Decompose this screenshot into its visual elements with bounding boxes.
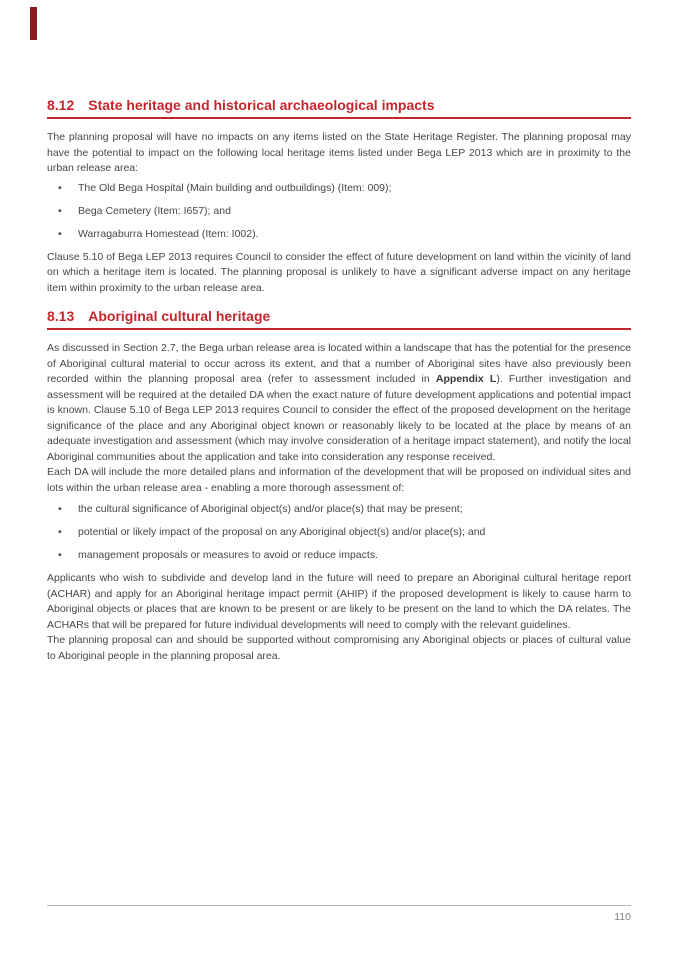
- bullet-text: The Old Bega Hospital (Main building and outbuildings) (Item: 009);: [78, 181, 392, 194]
- bullet-icon: •: [58, 549, 62, 561]
- bullet-icon: •: [58, 526, 62, 538]
- section-title: State heritage and historical archaeological impacts: [88, 97, 435, 113]
- section-number: 8.13: [47, 308, 75, 324]
- bullet-text: the cultural significance of Aboriginal object(s) and/or place(s) that may be present;: [78, 503, 463, 515]
- paragraph-813-4: The planning proposal can and should be supported without compromising any Aboriginal objects or places of cultural value to Aboriginal people in the planning proposal area.: [47, 634, 631, 662]
- list-item: [47, 181, 631, 197]
- bullet-text: Warragaburra Homestead (Item: I002).: [78, 227, 259, 240]
- list-item: [47, 204, 631, 220]
- bullet-icon: •: [58, 227, 62, 240]
- page-corner-mark: [30, 7, 37, 40]
- bullet-list-812: [47, 181, 631, 243]
- list-item: [47, 227, 631, 243]
- section-number: 8.12: [47, 97, 75, 113]
- bullet-text: potential or likely impact of the proposal on any Aboriginal object(s) and/or place(s); and: [78, 526, 486, 538]
- paragraph-813-3: Applicants who wish to subdivide and develop land in the future will need to prepare an Aboriginal cultural heritage report (ACHAR) and apply for an Aboriginal heritage impact permit (AHIP) if the proposed development is likely to cause harm to Aboriginal objects or places that are known to be present or are likely to be present on the land to which the DA relates. The ACHARs that will be prepared for future individual developments will need to comply with the relevant guidelines.: [47, 572, 631, 631]
- page-content: [47, 97, 631, 664]
- bullet-text: Bega Cemetery (Item: I657); and: [78, 204, 231, 217]
- bullet-icon: •: [58, 503, 62, 515]
- bullet-icon: •: [58, 181, 62, 194]
- paragraph-text: ). Further investigation and assessment will be required at the detailed DA when the exact nature of future development applications and potential impact is known. Clause 5.10 of Bega LEP 2013 requires Council to consider the effect of the proposed development on the heritage significance of the place and any Aboriginal object known or reasonably likely to be located at the place by means of an adequate investigation and assessment (which may involve consideration of a heritage impact statement), and notify the local Aboriginal communities about the application and take into consideration any response received.: [47, 373, 631, 463]
- list-item: [47, 502, 631, 518]
- bullet-list-813: [47, 502, 631, 564]
- section-heading-8-13: [47, 308, 631, 330]
- page-number: 110: [614, 911, 631, 923]
- paragraph-text: As discussed in Section 2.7, the Bega urban release area is located within a landscape that has the potential for the presence of Aboriginal cultural material to occur across its extent, and that a number of Aboriginal sites have also previously been recorded within the planning proposal area (refer to assessment included in: [47, 342, 631, 385]
- section-title: Aboriginal cultural heritage: [88, 308, 271, 324]
- appendix-reference: Appendix L: [435, 373, 497, 385]
- paragraph-813-1: [47, 341, 631, 465]
- paragraph-812-2: Clause 5.10 of Bega LEP 2013 requires Council to consider the effect of future development on land within the vicinity of land on which a heritage item is located. The planning proposal is unlikely to have a significant adverse impact on any heritage item within proximity to the urban release area.: [47, 250, 631, 294]
- list-item: [47, 548, 631, 564]
- bullet-icon: •: [58, 204, 62, 217]
- section-heading-8-12: [47, 97, 631, 119]
- bullet-text: management proposals or measures to avoid or reduce impacts.: [78, 549, 378, 561]
- paragraph-812-1: The planning proposal will have no impacts on any items listed on the State Heritage Register. The planning proposal may have the potential to impact on the following local heritage items listed under Bega LEP 2013 which are in proximity to the urban release area:: [47, 131, 631, 174]
- list-item: [47, 525, 631, 541]
- paragraph-813-2: Each DA will include the more detailed plans and information of the development that will be proposed on individual sites and lots within the urban release area - enabling a more thorough assessment of:: [47, 466, 631, 494]
- footer-divider: [47, 905, 631, 906]
